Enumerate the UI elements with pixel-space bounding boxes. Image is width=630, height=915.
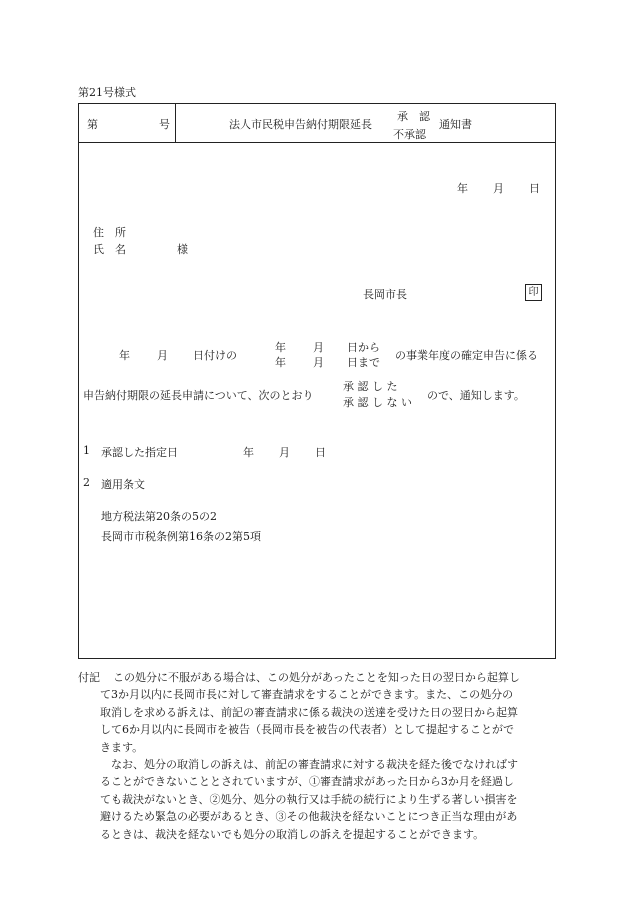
date-year: 年	[457, 182, 468, 195]
form-number: 第21号様式	[78, 86, 136, 99]
note-line-10: るときは、裁決を経ないでも処分の取消しの訴えを提起することができます。	[100, 827, 485, 841]
notice-form-box	[78, 103, 556, 659]
note-label: 付記	[78, 671, 100, 684]
note-line-8: ても裁決がないとき、②処分、処分の執行又は手続の続行により生ずる著しい損害を	[100, 792, 518, 806]
disapprove-choice: 承 認 し な い	[343, 396, 412, 409]
approval-choice	[393, 108, 430, 142]
law-reference-2: 長岡市市税条例第16条の2第5項	[101, 530, 261, 543]
address-label: 住 所	[93, 226, 126, 239]
note-line-9: 避けるため緊急の必要があるとき、③その他裁決を経ないことにつき正当な理由があ	[100, 810, 518, 824]
seal-mark: 印	[525, 284, 542, 301]
name-label: 氏 名	[93, 243, 126, 256]
approve-label: 承 認	[397, 110, 430, 123]
date-day: 日	[529, 182, 540, 195]
note-line-5: きます。	[100, 740, 144, 754]
number-prefix: 第	[87, 118, 98, 131]
note-line-4: して6か月以内に長岡市を被告（長岡市長を被告の代表者）として提起することがで	[100, 723, 514, 737]
note-first-line	[78, 669, 558, 686]
item2-label: 適用条文	[101, 478, 145, 491]
note-line-3: 取消しを求める訴えは、前記の審査請求に係る裁決の送達を受けた日の翌日から起算	[100, 705, 518, 719]
law-reference-1: 地方税法第20条の5の2	[101, 510, 217, 523]
form-header	[79, 104, 555, 143]
note-line-7: ることができないこととされていますが、①審査請求があった日から3か月を経過し	[100, 775, 514, 789]
period-from-month: 月	[313, 341, 324, 354]
form-title-suffix: 通知書	[439, 118, 472, 131]
fiscal-year-text: の事業年度の確定申告に係る	[395, 349, 538, 362]
period-to-year: 年	[275, 356, 286, 369]
form-title: 法人市民税申告納付期限延長	[229, 118, 372, 131]
date-month: 月	[493, 182, 504, 195]
item1-year: 年	[243, 446, 254, 459]
note-line-1: この処分に不服がある場合は、この処分があったことを知った日の翌日から起算し	[113, 671, 520, 684]
item1-number: 1	[83, 444, 90, 457]
period-to-day: 日まで	[347, 356, 380, 369]
body-month: 月	[157, 349, 168, 362]
period-from-day: 日から	[347, 341, 380, 354]
header-divider	[175, 104, 176, 142]
period-to-month: 月	[313, 356, 324, 369]
appeal-notice	[78, 669, 558, 843]
body-year: 年	[119, 349, 130, 362]
note-line-2: て3か月以内に長岡市長に対して審査請求をすることができます。また、この処分の	[100, 688, 514, 702]
honorific: 様	[177, 243, 188, 256]
note-line-6: なお、処分の取消しの訴えは、前記の審査請求に対する裁決を経た後でなければす	[111, 758, 518, 772]
body-dated: 日付けの	[193, 349, 237, 362]
approve-choice: 承 認 し た	[343, 380, 398, 393]
issuer-title: 長岡市長	[363, 288, 407, 301]
disapprove-label: 不承認	[393, 128, 426, 141]
number-suffix: 号	[159, 118, 170, 131]
item1-label: 承認した指定日	[101, 446, 178, 459]
notify-text: ので、通知します。	[427, 389, 525, 402]
item2-number: 2	[83, 476, 90, 489]
period-from-year: 年	[275, 341, 286, 354]
item1-month: 月	[279, 446, 290, 459]
extension-request-text: 申告納付期限の延長申請について、次のとおり	[83, 389, 314, 402]
item1-day: 日	[315, 446, 326, 459]
